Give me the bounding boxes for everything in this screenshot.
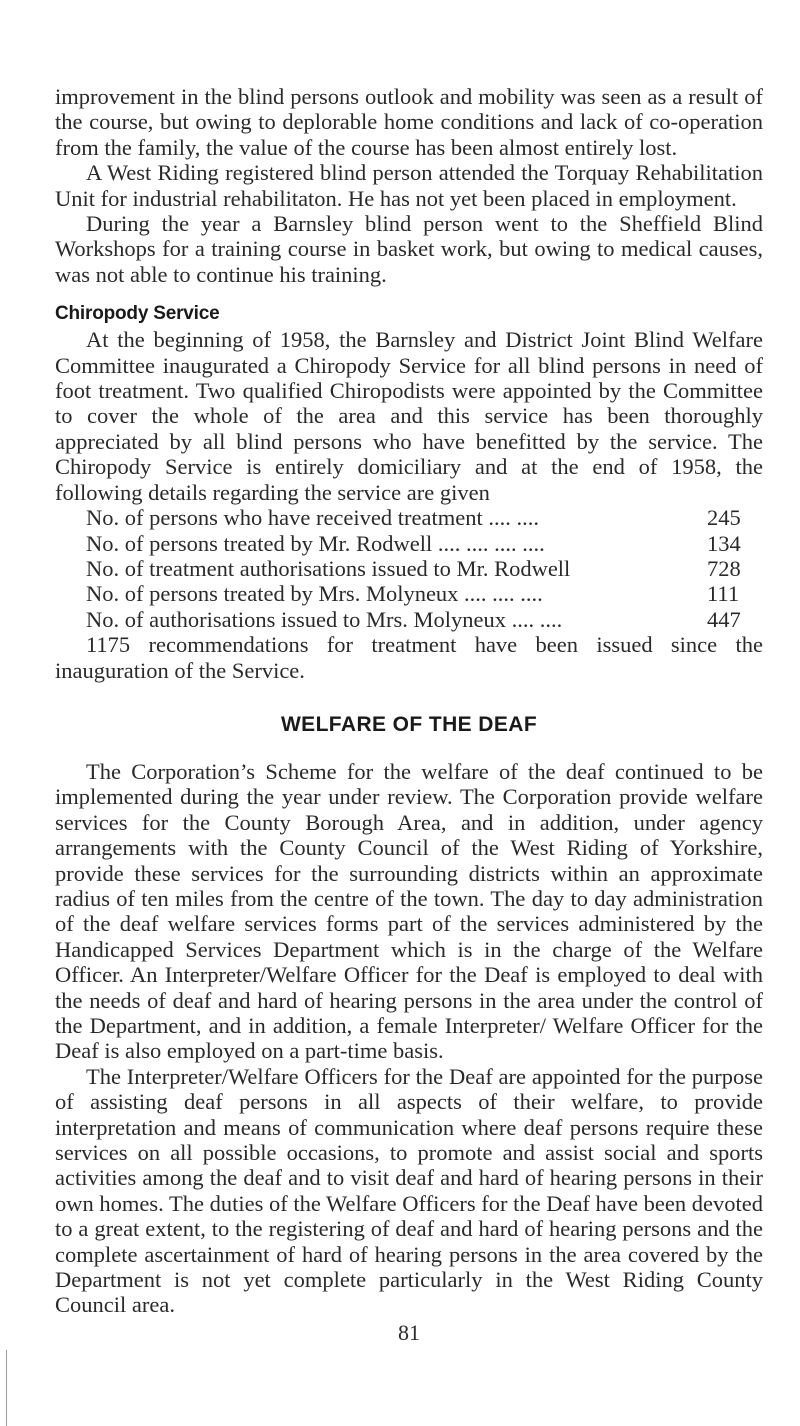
- stat-label: No. of persons who have received treatment .... ....: [86, 505, 539, 531]
- stat-row: [55, 505, 763, 530]
- deaf-paragraph-2: The Interpreter/Welfare Officers for the Deaf are appointed for the purpose of assisting deaf persons in all aspects of their welfare, to provide interpretation and means of communication where deaf persons require these services on all possible occasions, to promote and assist social and sports activities among the deaf and to visit deaf and hard of hearing persons in their own homes. The duties of the Welfare Officers for the Deaf have been devoted to a great extent, to the registering of deaf and hard of hearing persons and the complete ascertainment of hard of hearing persons in the area covered by the Department is not yet complete particularly in the West Riding County Council area.: [55, 1063, 763, 1318]
- chiropody-closing: 1175 recommendations for treatment have been issued since the inauguration of the Service.: [55, 632, 763, 683]
- stat-value: 134: [707, 530, 741, 556]
- chiropody-heading: Chiropody Service: [55, 303, 220, 325]
- stat-label: No. of authorisations issued to Mrs. Molyneux .... ....: [86, 606, 563, 632]
- stat-value: 245: [707, 505, 741, 531]
- page-number: 81: [398, 1319, 420, 1345]
- stat-value: 111: [707, 581, 740, 607]
- stat-label: No. of persons treated by Mrs. Molyneux .... .... ....: [86, 581, 543, 607]
- stat-row: [55, 581, 763, 606]
- document-page: [55, 84, 763, 1345]
- stat-label: No. of persons treated by Mr. Rodwell .... .... .... ....: [86, 530, 545, 556]
- paragraph-torquay: A West Riding registered blind person attended the Torquay Rehabilitation Unit for industrial rehabilitaton. He has not yet been placed in employment.: [55, 160, 763, 211]
- margin-rule: [6, 1350, 7, 1426]
- deaf-paragraph-1: The Corporation’s Scheme for the welfare of the deaf continued to be implemented during the year under review. The Corporation provide welfare services for the County Borough Area, and in addition, under agency arrangements with the County Council of the West Riding of Yorkshire, provide these services for the surrounding districts within an approximate radius of ten miles from the centre of the town. The day to day administration of the deaf welfare services forms part of the services administered by the Handicapped Services Department which is in the charge of the Welfare Officer. An Interpreter/Welfare Officer for the Deaf is employed to deal with the needs of deaf and hard of hearing persons in the area under the control of the Department, and in addition, a female Interpreter/ Welfare Officer for the Deaf is also employed on a part-time basis.: [55, 758, 763, 1064]
- paragraph-barnsley: During the year a Barnsley blind person went to the Sheffield Blind Workshops for a training course in basket work, but owing to medical causes, was not able to continue his training.: [55, 211, 763, 287]
- chiropody-stats: [55, 505, 763, 632]
- stat-label: No. of treatment authorisations issued to Mr. Rodwell: [86, 555, 571, 581]
- paragraph-intro: improvement in the blind persons outlook and mobility was seen as a result of the course, but owing to deplorable home conditions and lack of co-operation from the family, the value of the course has been almost entirely lost.: [55, 84, 763, 160]
- section-title-deaf: WELFARE OF THE DEAF: [280, 712, 538, 736]
- stat-row: [55, 607, 763, 632]
- stat-row: [55, 556, 763, 581]
- chiropody-paragraph: At the beginning of 1958, the Barnsley and District Joint Blind Welfare Committee inaugurated a Chiropody Service for all blind persons in need of foot treatment. Two qualified Chiropodists were appointed by the Committee to cover the whole of the area and this service has been thoroughly appreciated by all blind persons who have benefitted by the service. The Chiropody Service is entirely domiciliary and at the end of 1958, the following details regarding the service are given: [55, 327, 763, 505]
- stat-row: [55, 531, 763, 556]
- stat-value: 728: [707, 555, 741, 581]
- stat-value: 447: [707, 606, 741, 632]
